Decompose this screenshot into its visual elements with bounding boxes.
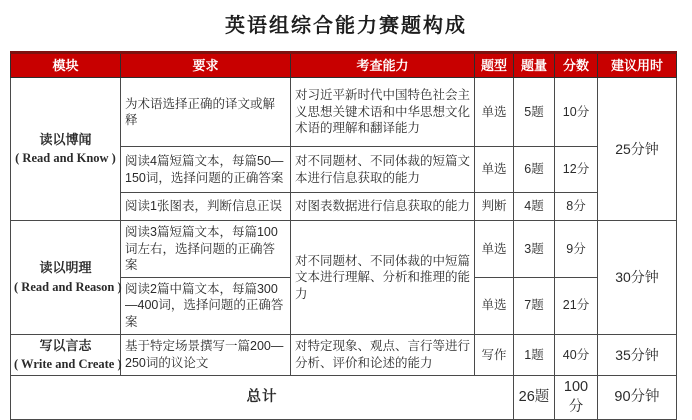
suggested-time-cell: 35分钟 (598, 334, 677, 376)
row-three-texts (11, 221, 677, 278)
total-row (11, 376, 677, 419)
question-type-cell: 判断 (475, 193, 514, 221)
module-cell-write-and-create (11, 334, 121, 376)
header-row (11, 53, 677, 78)
question-count-cell: 1题 (514, 334, 555, 376)
ability-cell: 对习近平新时代中国特色社会主义思想关键术语和中华思想文化术语的理解和翻译能力 (291, 78, 475, 147)
header-suggested-time: 建议用时 (598, 53, 677, 78)
question-type-cell: 单选 (475, 221, 514, 278)
suggested-time-cell: 30分钟 (598, 221, 677, 335)
ability-cell: 对图表数据进行信息获取的能力 (291, 193, 475, 221)
score-cell: 8分 (555, 193, 598, 221)
module-name-en: ( Read and Know ) (15, 151, 116, 166)
module-name-zh: 读以博闻 (39, 131, 92, 147)
score-cell: 12分 (555, 147, 598, 193)
module-name-en: ( Write and Create ) (14, 357, 122, 372)
requirement-cell: 阅读4篇短篇文本，每篇50—150词，选择问题的正确答案 (121, 147, 291, 193)
module-name-zh: 读以明理 (39, 259, 92, 275)
header-score: 分数 (555, 53, 598, 78)
question-type-cell: 单选 (475, 277, 514, 334)
module-name-en: ( Read and Reason ) (14, 279, 122, 294)
score-cell: 21分 (555, 277, 598, 334)
score-cell: 10分 (555, 78, 598, 147)
requirement-cell: 阅读1张图表，判断信息正误 (121, 193, 291, 221)
requirement-cell: 基于特定场景撰写一篇200—250词的议论文 (121, 334, 291, 376)
question-count-cell: 5题 (514, 78, 555, 147)
requirement-cell: 为术语选择正确的译文或解释 (121, 78, 291, 147)
page-title: 英语组综合能力赛题构成 (225, 15, 467, 37)
header-module: 模块 (11, 53, 121, 78)
total-question-count-cell: 26题 (514, 376, 555, 419)
module-cell-read-and-know (11, 78, 121, 221)
question-count-cell: 3题 (514, 221, 555, 278)
row-writing (11, 334, 677, 376)
question-count-cell: 6题 (514, 147, 555, 193)
question-count-cell: 7题 (514, 277, 555, 334)
requirement-cell: 阅读2篇中篇文本，每篇300—400词，选择问题的正确答案 (121, 277, 291, 334)
question-type-cell: 单选 (475, 78, 514, 147)
header-requirement: 要求 (121, 53, 291, 78)
header-ability: 考查能力 (291, 53, 475, 78)
header-question-count: 题量 (514, 53, 555, 78)
total-score-cell: 100分 (555, 376, 598, 419)
ability-cell: 对不同题材、不同体裁的短篇文本进行信息获取的能力 (291, 147, 475, 193)
module-name-zh: 写以言志 (39, 337, 92, 353)
header-question-type: 题型 (475, 53, 514, 78)
question-count-cell: 4题 (514, 193, 555, 221)
score-cell: 9分 (555, 221, 598, 278)
total-time-cell: 90分钟 (598, 376, 677, 419)
score-cell: 40分 (555, 334, 598, 376)
requirement-cell: 阅读3篇短篇文本，每篇100词左右，选择问题的正确答案 (121, 221, 291, 278)
ability-cell: 对特定现象、观点、言行等进行分析、评价和论述的能力 (291, 334, 475, 376)
question-type-cell: 写作 (475, 334, 514, 376)
competition-structure-table (10, 51, 677, 420)
ability-cell: 对不同题材、不同体裁的中短篇文本进行理解、分析和推理的能力 (291, 221, 475, 335)
question-type-cell: 单选 (475, 147, 514, 193)
total-label-cell: 总计 (11, 376, 514, 419)
suggested-time-cell: 25分钟 (598, 78, 677, 221)
row-terms (11, 78, 677, 147)
module-cell-read-and-reason (11, 221, 121, 335)
